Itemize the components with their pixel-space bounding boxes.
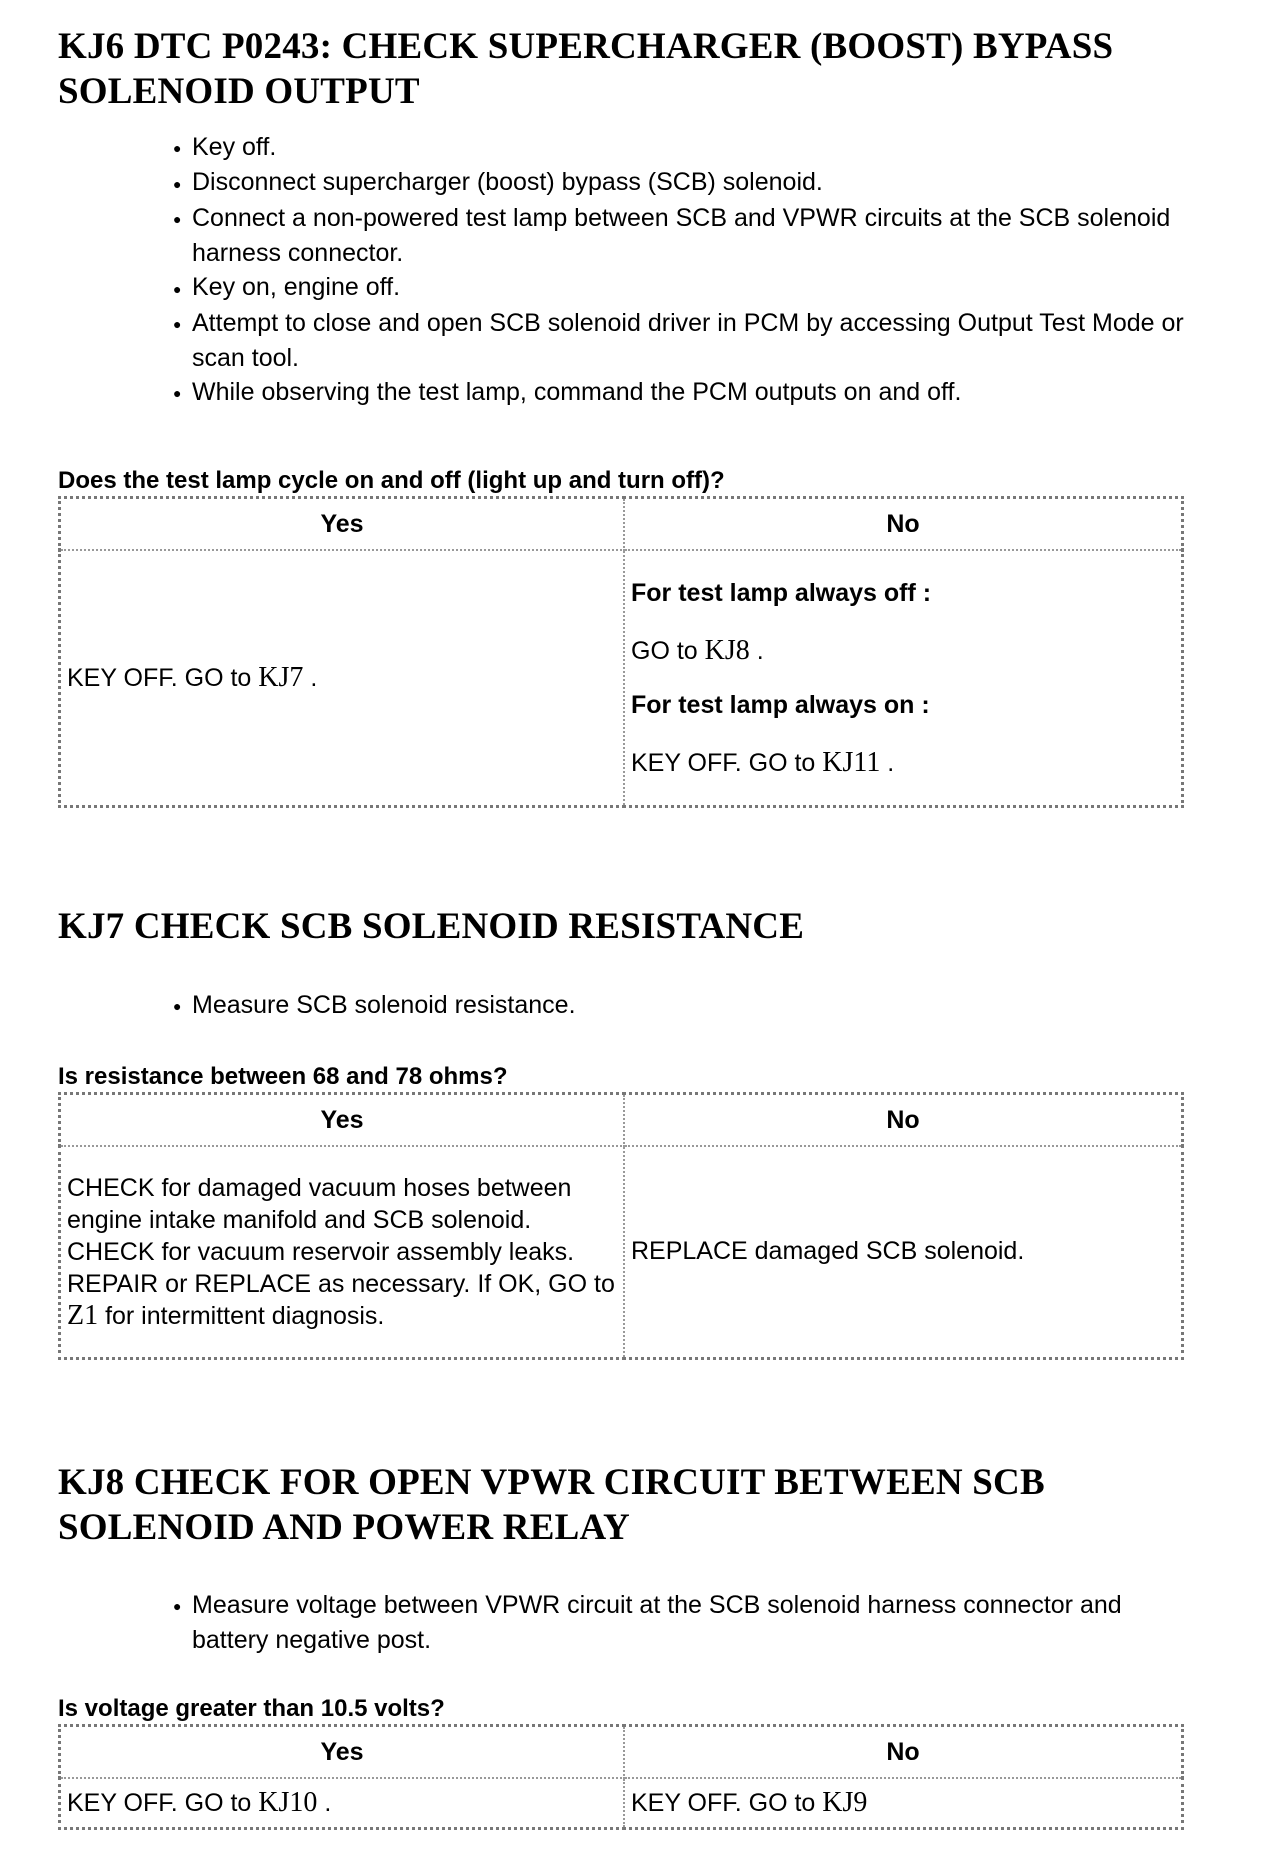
steps-kj7 bbox=[58, 988, 1188, 1023]
bullet-icon: ● bbox=[173, 140, 182, 157]
section-title-kj8: KJ8 CHECK FOR OPEN VPWR CIRCUIT BETWEEN SCB SOLENOID AND POWER RELAY bbox=[58, 1462, 1045, 1548]
question-block-kj6 bbox=[58, 466, 1188, 808]
yes-header: Yes bbox=[60, 1726, 625, 1779]
step-item: ● Key off. bbox=[140, 130, 1188, 165]
step-item: ● Connect a non-powered test lamp between SCB and VPWR circuits at the SCB solenoid harness connector. bbox=[173, 203, 1171, 268]
bullet-icon: ● bbox=[173, 1598, 182, 1615]
section-title-kj6: KJ6 DTC P0243: CHECK SUPERCHARGER (BOOST) BYPASS SOLENOID OUTPUT bbox=[58, 26, 1114, 112]
section-title-kj7: KJ7 CHECK SCB SOLENOID RESISTANCE bbox=[58, 906, 805, 947]
link-kj11[interactable]: KJ11 bbox=[822, 746, 881, 778]
bullet-icon: ● bbox=[173, 175, 182, 192]
bullet-icon: ● bbox=[173, 280, 182, 297]
link-z1[interactable]: Z1 bbox=[67, 1299, 99, 1331]
link-kj7[interactable]: KJ7 bbox=[258, 661, 304, 693]
question-kj7: Is resistance between 68 and 78 ohms? bbox=[58, 1063, 508, 1090]
yes-header: Yes bbox=[60, 498, 625, 551]
answer-table-kj8 bbox=[58, 1724, 1184, 1830]
bullet-icon: ● bbox=[173, 385, 182, 402]
steps-kj8 bbox=[58, 1588, 1188, 1657]
bullet-icon: ● bbox=[173, 211, 182, 228]
link-kj8[interactable]: KJ8 bbox=[704, 634, 750, 666]
no-off-label: For test lamp always off : bbox=[631, 578, 932, 607]
no-header: No bbox=[624, 1094, 1183, 1147]
step-item: ● Disconnect supercharger (boost) bypass (SCB) solenoid. bbox=[140, 165, 1188, 200]
yes-header: Yes bbox=[60, 1094, 625, 1147]
step-item: ● While observing the test lamp, command the PCM outputs on and off. bbox=[140, 375, 1188, 410]
answer-table-kj6 bbox=[58, 496, 1184, 808]
no-header: No bbox=[624, 1726, 1183, 1779]
question-kj8: Is voltage greater than 10.5 volts? bbox=[58, 1695, 445, 1722]
yes-cell: KEY OFF. GO to KJ10 . bbox=[60, 1778, 625, 1828]
bullet-icon: ● bbox=[173, 315, 182, 332]
link-kj10[interactable]: KJ10 bbox=[258, 1786, 318, 1818]
step-item: ● Key on, engine off. bbox=[140, 270, 1188, 305]
yes-cell: CHECK for damaged vacuum hoses between engine intake manifold and SCB solenoid. CHECK for vacuum reservoir assembly leaks. REPAIR or REPLACE as necessary. If OK, GO to Z1 for intermittent diagnosis. bbox=[60, 1146, 625, 1358]
no-on-label: For test lamp always on : bbox=[631, 690, 930, 719]
question-block-kj7 bbox=[58, 1062, 1188, 1360]
no-header: No bbox=[624, 498, 1183, 551]
question-block-kj8 bbox=[58, 1694, 1188, 1830]
no-cell: For test lamp always off : GO to KJ8 . For test lamp always on : KEY OFF. GO to KJ11 . bbox=[624, 550, 1183, 806]
link-kj9[interactable]: KJ9 bbox=[822, 1786, 868, 1818]
yes-cell: KEY OFF. GO to KJ7 . bbox=[60, 550, 625, 806]
step-item: ● Attempt to close and open SCB solenoid driver in PCM by accessing Output Test Mode or scan tool. bbox=[173, 308, 1184, 372]
no-cell: REPLACE damaged SCB solenoid. bbox=[624, 1146, 1183, 1358]
step-item: ● Measure SCB solenoid resistance. bbox=[140, 988, 1188, 1023]
step-item: ● Measure voltage between VPWR circuit at the SCB solenoid harness connector and battery negative post. bbox=[173, 1591, 1122, 1655]
steps-kj6 bbox=[58, 130, 1188, 410]
section-kj8 bbox=[58, 1460, 1188, 1550]
no-cell: KEY OFF. GO to KJ9 bbox=[624, 1778, 1183, 1828]
section-kj6 bbox=[58, 24, 1188, 114]
bullet-icon: ● bbox=[173, 998, 182, 1015]
question-kj6: Does the test lamp cycle on and off (light up and turn off)? bbox=[58, 467, 725, 494]
answer-table-kj7 bbox=[58, 1092, 1184, 1360]
section-kj7 bbox=[58, 904, 1188, 949]
